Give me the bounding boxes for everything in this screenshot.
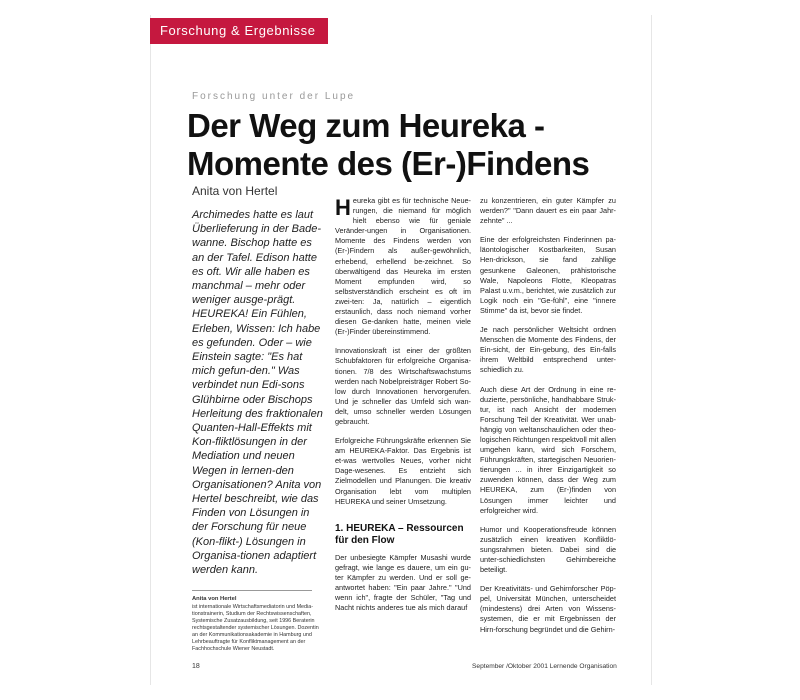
- author-byline: Anita von Hertel: [192, 184, 278, 198]
- col3-paragraph-1: zu konzentrieren, ein guter Kämpfer zu werden?" "Dann dauert es ein paar Jahr-zehnte" ...: [480, 196, 616, 226]
- col2-paragraph-2: Innovationskraft ist einer der größten Schubfaktoren für erfolgreiche Organisa-tionen. 7/8 des Wirtschaftswachstums werden nach Nobelpreisträger Robert So-low durch Innovationen hervorgerufen. Und je schneller das Umfeld sich wan-delt, umso schneller werden Lösungen gebraucht.: [335, 346, 471, 426]
- article-title: [187, 107, 617, 183]
- col2-paragraph-1-text: eureka gibt es für technische Neue-rungen, die niemand für möglich hielt ebenso wie für geniale Veränder-ungen in Organisationen. Momente des Findens werden von (Er-)Findern als außer-gewöhnlich, erhebend, erhellend be-zeichnet. So überwältigend das Heureka im ersten Moment empfunden wird, so selbstverständlich erscheint es oft im zwei-ten: Ja, natürlich – eigentlich erstaunlich, dass noch niemand vorher diesen Ge-danken hatte, meinen viele (Er-)Finder übereinstimmend.: [335, 196, 471, 337]
- issue-footer: September /Oktober 2001 Lernende Organisation: [472, 663, 617, 670]
- drop-cap: H: [335, 195, 351, 220]
- bio-divider: [192, 590, 312, 591]
- col3-paragraph-6: Der Kreativitäts- und Gehirnforscher Pöp-pel, Universität München, unterscheidet (mindestens) drei Arten von Wissens-systemen, die er mit Ergebnissen der Hirn-forschung begründet und die Gehirn-: [480, 584, 616, 634]
- text-column-3: [480, 196, 616, 644]
- article-title-line-1: Der Weg zum Heureka -: [187, 107, 545, 144]
- col2-paragraph-4: Der unbesiegte Kämpfer Musashi wurde gefragt, wie lange es dauere, um ein gu-ter Kämpfer zu werden. Und er soll ge-antwortet haben: "Ein paar Jahre." "Und wenn ich", fragte der Schüler, "Tag und Nacht nichts anderes tue als mich darauf: [335, 552, 471, 613]
- col2-paragraph-1: [335, 196, 471, 337]
- text-column-2: [335, 196, 471, 622]
- section-subhead: 1. HEUREKA – Ressourcen für den Flow: [335, 522, 464, 546]
- lead-paragraph: Archimedes hatte es laut Überlieferung in der Bade-wanne. Bischop hatte es an der Tafel. Edison hatte es oft. Wir alle haben es manchmal – mehr oder weniger ausge-prägt. HEUREKA! Ein Fühlen, Erleben, Wissen: Ich habe es gefunden. Oder – wie Einstein sagte: "Es hat mich gefun-den." Was verbindet nun Edi-sons Glühbirne oder Bischops Herleitung des fraktionalen Quanten-Hall-Effekts mit Kon-fliktlösungen in der Mediation und neuen Wegen in lernen-den Organisationen? Anita von Hertel beschreibt, wie das Finden von Lösungen in der Forschung für neue (Kon-flikt-) Lösungen in Organisa-tionen adaptiert werden kann.: [192, 209, 323, 577]
- author-bio: [192, 596, 324, 653]
- col3-paragraph-5: Humor und Kooperationsfreude können zusätzlich einen kreativen Konfliktlö-sungsrahmen bieten. Dabei sind die unter-schiedlichsten Gehirnbereiche beteiligt.: [480, 524, 616, 575]
- article-kicker: Forschung unter der Lupe: [192, 91, 356, 102]
- col3-paragraph-2: Eine der erfolgreichsten Finderinnen pa-läontologischer Kostbarkeiten, Susan Hen-drickson, sie fand zahllige gesunkene Galeonen, prähistorische Wale, Napoleons Flotte, Kleopatras Palast u.v.m., berichtet, wie zusätzlich zur Logik noch ein "Ge-fühl", eine "innere Stimme" da ist, bevor sie findet.: [480, 235, 616, 315]
- col2-paragraph-3: Erfolgreiche Führungskräfte erkennen Sie am HEUREKA-Faktor. Das Ergebnis ist et-was wertvolles Neues, vorher nicht Dage-wesenes. Es entzieht sich Zielmodellen und Planungen. Die kreativ Organisation lebt vom multiplen HEUREKA und seiner Umsetzung.: [335, 436, 471, 506]
- col3-paragraph-4: Auch diese Art der Ordnung in eine re-duzierte, persönliche, handhabbare Struk-tur, ist nach Ansicht der modernen Forschung Teil der Kreativität. Wer unab-hängig von weltanschaulichen oder theo-logischen Richtungen respektvoll mit allen umgehen kann, wird sich Forschern, Führungskräften, startegischen Neuorien-tierungen ... in ihrer Einzigartigkeit so zuwenden können, dass der Weg zum HEUREKA, zum (Er-)finden von Lösungen immer leichter und erfolgreicher wird.: [480, 384, 616, 515]
- page-number: 18: [192, 663, 200, 670]
- author-bio-text: ist internationale Wirtschaftsmediatorin und Media-tionstrainerin, Studium der Rechtswissenschaften, Systemische Zusatzausbildung, seit 1996 Beraterin rechtsgestaltender systemischer Lösungen. Dozentin an der Kommunikationsakademie in Hamburg und Lehrbeauftragte für Konfliktmanagement an der Fachhochschule Wiener Neustadt.: [192, 604, 319, 652]
- article-title-line-2: Momente des (Er-)Findens: [187, 145, 590, 182]
- col3-paragraph-3: Je nach persönlicher Weltsicht ordnen Menschen die Momente des Findens, der Ein-sicht, der Ein-gebung, des Ein-falls ihrem Weltbild entsprechend unter-schiedlich zu.: [480, 325, 616, 375]
- section-label: Forschung & Ergebnisse: [150, 18, 328, 44]
- author-bio-name: Anita von Hertel: [192, 596, 237, 602]
